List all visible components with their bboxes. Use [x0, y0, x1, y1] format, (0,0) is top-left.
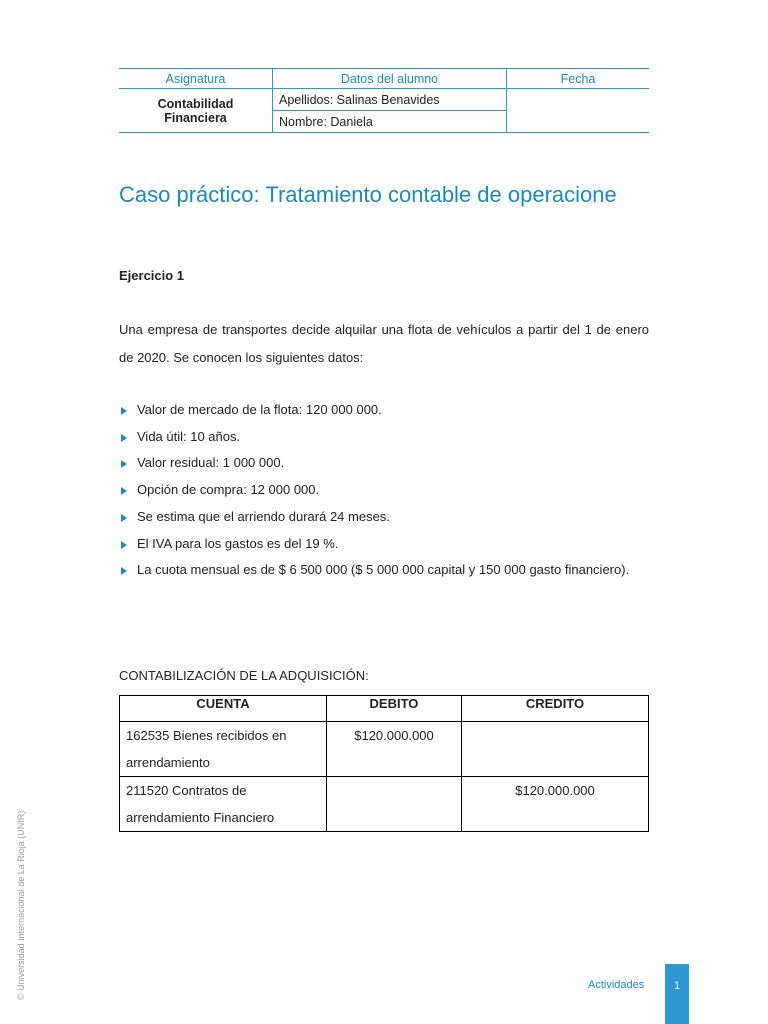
- list-item-text: La cuota mensual es de $ 6 500 000 ($ 5 000 000 capital y 150 000 gasto financiero).: [137, 562, 630, 578]
- list-item: [119, 424, 649, 451]
- list-item-text: El IVA para los gastos es del 19 %.: [137, 535, 339, 551]
- student-surnames: Apellidos: Salinas Benavides: [273, 89, 507, 111]
- column-header-account: CUENTA: [120, 696, 327, 722]
- list-item: [119, 450, 649, 477]
- account-cell: 162535 Bienes recibidos en arrendamiento: [120, 722, 327, 777]
- list-item: [119, 397, 649, 424]
- data-list: [119, 397, 649, 584]
- list-item: [119, 557, 649, 584]
- page-title: Caso práctico: Tratamiento contable de operacione: [119, 182, 617, 207]
- header-table: [119, 68, 649, 133]
- bullet-arrow-icon: [121, 541, 127, 549]
- list-item: [119, 477, 649, 504]
- acquisition-heading: CONTABILIZACIÓN DE LA ADQUISICIÓN:: [119, 668, 369, 683]
- copyright-sidebar: © Universidad Internacional de La Rioja (UNIR): [16, 810, 26, 1000]
- list-item-text: Vida útil: 10 años.: [137, 428, 241, 444]
- list-item-text: Se estima que el arriendo durará 24 meses.: [137, 508, 390, 524]
- list-item-text: Valor residual: 1 000 000.: [137, 455, 285, 471]
- list-item: [119, 531, 649, 558]
- table-row: [120, 777, 649, 832]
- footer-label: Actividades: [588, 979, 645, 991]
- page-number: 1: [665, 964, 689, 1024]
- account-cell: 211520 Contratos de arrendamiento Financiero: [120, 777, 327, 832]
- bullet-arrow-icon: [121, 514, 127, 522]
- header-col-date: Fecha: [507, 69, 650, 89]
- acquisition-table: [119, 695, 649, 832]
- credit-cell: [462, 722, 649, 777]
- list-item: [119, 504, 649, 531]
- bullet-arrow-icon: [121, 434, 127, 442]
- header-col-student: Datos del alumno: [273, 69, 507, 89]
- date-value: [507, 89, 650, 133]
- student-name: Nombre: Daniela: [273, 111, 507, 133]
- bullet-arrow-icon: [121, 487, 127, 495]
- header-col-subject: Asignatura: [119, 69, 273, 89]
- list-item-text: Opción de compra: 12 000 000.: [137, 482, 320, 498]
- debit-cell: $120.000.000: [327, 722, 462, 777]
- bullet-arrow-icon: [121, 567, 127, 575]
- column-header-debit: DEBITO: [327, 696, 462, 722]
- subject-value: Contabilidad Financiera: [119, 89, 273, 133]
- exercise-label: Ejercicio 1: [119, 268, 185, 283]
- table-row: [120, 722, 649, 777]
- debit-cell: [327, 777, 462, 832]
- list-item-text: Valor de mercado de la flota: 120 000 000.: [137, 402, 382, 417]
- credit-cell: $120.000.000: [462, 777, 649, 832]
- column-header-credit: CREDITO: [462, 696, 649, 722]
- bullet-arrow-icon: [121, 407, 127, 415]
- bullet-arrow-icon: [121, 460, 127, 468]
- intro-paragraph: Una empresa de transportes decide alquilar una flota de vehículos a partir del 1 de enero de 2020. Se conocen los siguientes datos:: [119, 322, 649, 365]
